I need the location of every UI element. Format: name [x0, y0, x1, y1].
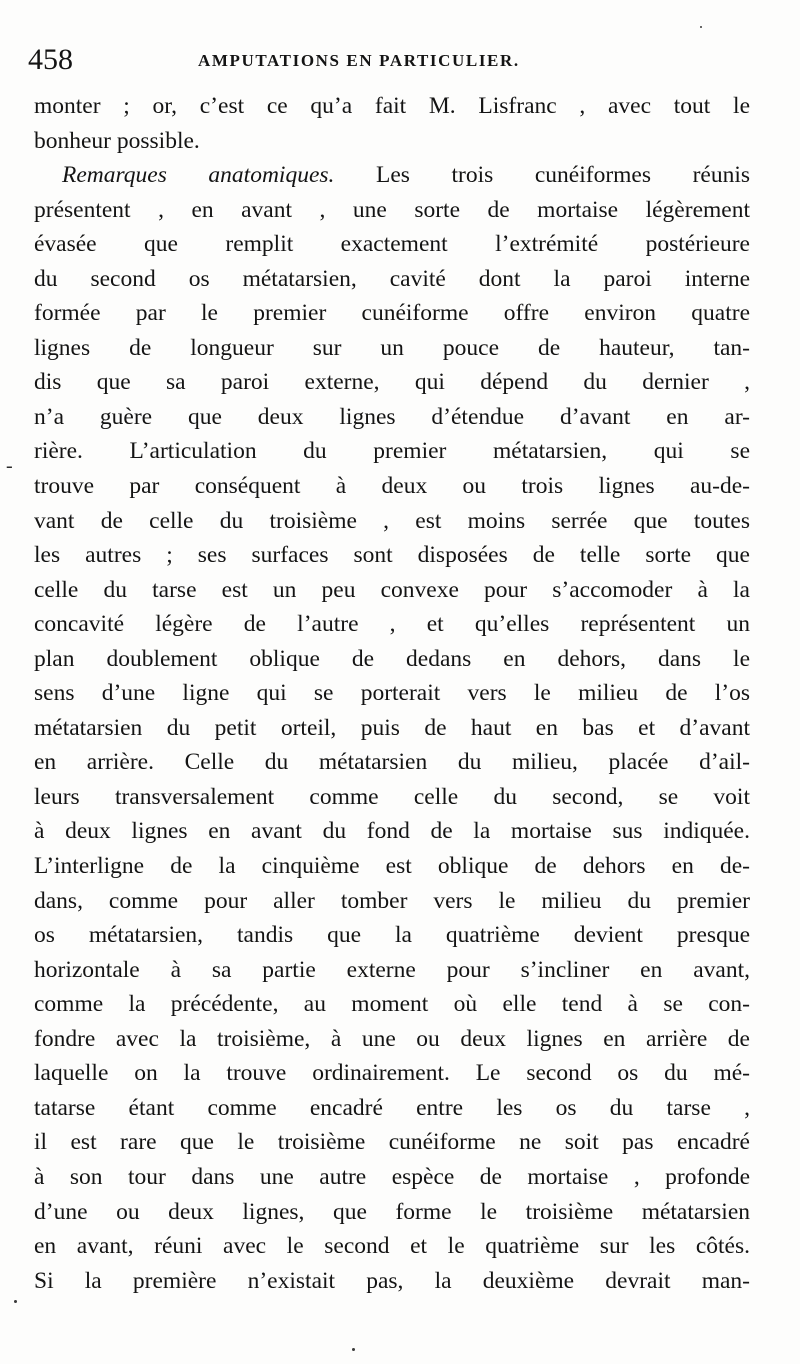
text-line: n’a guère que deux lignes d’étendue d’avant en ar- — [34, 403, 750, 430]
running-header — [28, 40, 768, 80]
text-line: à son tour dans une autre espèce de mortaise , profonde — [34, 1163, 750, 1190]
text-line: comme la précédente, au moment où elle tend à se con- — [34, 991, 750, 1018]
scan-speck — [14, 1300, 17, 1303]
text-line: tatarse étant comme encadré entre les os du tarse , — [34, 1094, 750, 1121]
text-line: métatarsien du petit orteil, puis de haut en bas et d’avant — [34, 714, 750, 741]
text-line: il est rare que le troisième cunéiforme ne soit pas encadré — [34, 1129, 750, 1156]
section-lead-italic: Remarques anatomiques. — [62, 162, 335, 189]
text-line: rière. L’articulation du premier métatarsien, qui se — [34, 438, 750, 465]
text-line: fondre avec la troisième, à une ou deux lignes en arrière de — [34, 1025, 750, 1052]
body-text — [34, 89, 750, 1298]
text-line: concavité légère de l’autre , et qu’elles représentent un — [34, 611, 750, 638]
text-line: trouve par conséquent à deux ou trois lignes au-de- — [34, 473, 750, 500]
text-line: vant de celle du troisième , est moins serrée que toutes — [34, 507, 750, 534]
text-line: en avant, réuni avec le second et le quatrième sur les côtés. — [34, 1233, 750, 1260]
scan-speck — [352, 1348, 355, 1351]
text-line: monter ; or, c’est ce qu’a fait M. Lisfranc , avec tout le — [34, 93, 750, 119]
text-line: lignes de longueur sur un pouce de hauteur, tan- — [34, 334, 750, 361]
running-title: AMPUTATIONS EN PARTICULIER. — [198, 51, 520, 70]
text-line: L’interligne de la cinquième est oblique de dehors en de- — [34, 853, 750, 880]
page-number: 458 — [28, 43, 73, 76]
text-segment: Les trois cunéiformes réunis — [334, 162, 750, 189]
margin-mark: - — [6, 455, 13, 477]
text-line: du second os métatarsien, cavité dont la paroi interne — [34, 265, 750, 292]
scan-speck — [700, 26, 702, 28]
text-line: les autres ; ses surfaces sont disposées de telle sorte que — [34, 542, 750, 569]
text-line: d’une ou deux lignes, que forme le troisième métatarsien — [34, 1198, 750, 1225]
text-line: Si la première n’existait pas, la deuxième devrait man- — [34, 1267, 750, 1294]
text-line: sens d’une ligne qui se porterait vers le milieu de l’os — [34, 680, 750, 707]
text-line: évasée que remplit exactement l’extrémité postérieure — [34, 231, 750, 258]
text-line: leurs transversalement comme celle du second, se voit — [34, 783, 750, 810]
text-line: à deux lignes en avant du fond de la mortaise sus indiquée. — [34, 818, 750, 845]
text-line: présentent , en avant , une sorte de mortaise légèrement — [34, 196, 750, 223]
text-line: horizontale à sa partie externe pour s’incliner en avant, — [34, 956, 750, 983]
text-line: os métatarsien, tandis que la quatrième devient presque — [34, 922, 750, 949]
text-line: celle du tarse est un peu convexe pour s’accomoder à la — [34, 576, 750, 603]
text-line: en arrière. Celle du métatarsien du milieu, placée d’ail- — [34, 749, 750, 776]
text-line: bonheur possible. — [34, 127, 200, 154]
text-line: laquelle on la trouve ordinairement. Le second os du mé- — [34, 1060, 750, 1087]
text-line: dis que sa paroi externe, qui dépend du dernier , — [34, 369, 750, 396]
text-line: formée par le premier cunéiforme offre environ quatre — [34, 300, 750, 327]
text-line: plan doublement oblique de dedans en dehors, dans le — [34, 645, 750, 672]
paragraph-opening-line — [34, 158, 750, 193]
text-line: dans, comme pour aller tomber vers le milieu du premier — [34, 887, 750, 914]
